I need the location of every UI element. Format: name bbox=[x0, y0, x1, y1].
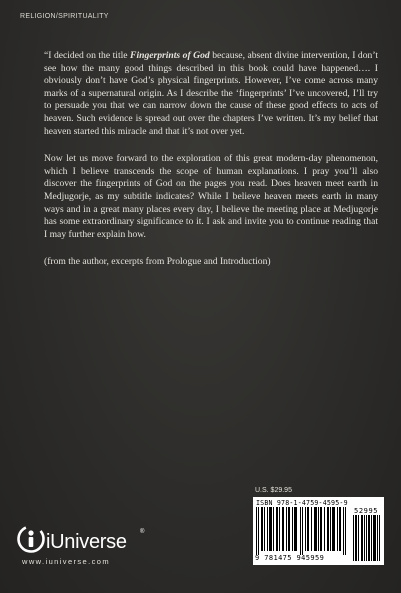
price-label: U.S. $29.95 bbox=[255, 487, 292, 494]
barcode-addon-digits: 52995 bbox=[354, 507, 379, 515]
ean-addon-bars bbox=[353, 515, 380, 561]
cover-blurb bbox=[44, 50, 378, 284]
genre-label: RELIGION/SPIRITUALITY bbox=[20, 13, 109, 20]
trademark-symbol: ® bbox=[140, 529, 145, 535]
publisher-name: iUniverse bbox=[46, 531, 127, 553]
book-title: Fingerprints of God bbox=[130, 50, 210, 61]
blurb-p1-before: “I decided on the title bbox=[44, 50, 131, 61]
blurb-paragraph-1 bbox=[44, 50, 378, 138]
barcode bbox=[253, 497, 384, 565]
blurb-attribution: (from the author, excerpts from Prologue and Introduction) bbox=[44, 256, 271, 268]
blurb-p1-after: because, absent divine intervention, I don’t see how the many good things described in this book could have happened…. I obviously don’t have God’s physical fingerprints. However, I’ve come across many marks of a supernatural origin. As I describe the ‘fingerprints’ I’ve uncovered, I’ll try to persuade you that we can narrow down the cause of these good effects to acts of heaven. Such evidence is spread out over the chapters I’ve written. It’s my belief that heaven started this miracle and that it’s not over yet. bbox=[44, 50, 379, 137]
publisher-website: www.iuniverse.com bbox=[22, 557, 110, 566]
barcode-main-digits: 9 781475 945959 bbox=[255, 554, 325, 562]
iuniverse-logo-icon bbox=[16, 524, 46, 554]
isbn-text: ISBN 978-1-4759-4595-9 bbox=[256, 499, 348, 507]
ean-barcode-bars bbox=[256, 507, 348, 555]
blurb-paragraph-2: Now let us move forward to the exploration of this great modern-day phenomenon, which I believe transcends the scope of human explanations. I pray you’ll also discover the fingerprints of God on the pages you read. Does heaven meet earth in Medjugorje, as my subtitle indicates? While I believe heaven meets earth in many ways and in a great many places every day, I believe the meeting place at Medjugorje has some extraordinary significance to it. I ask and invite you to continue reading that I may further explain how. bbox=[44, 153, 378, 240]
